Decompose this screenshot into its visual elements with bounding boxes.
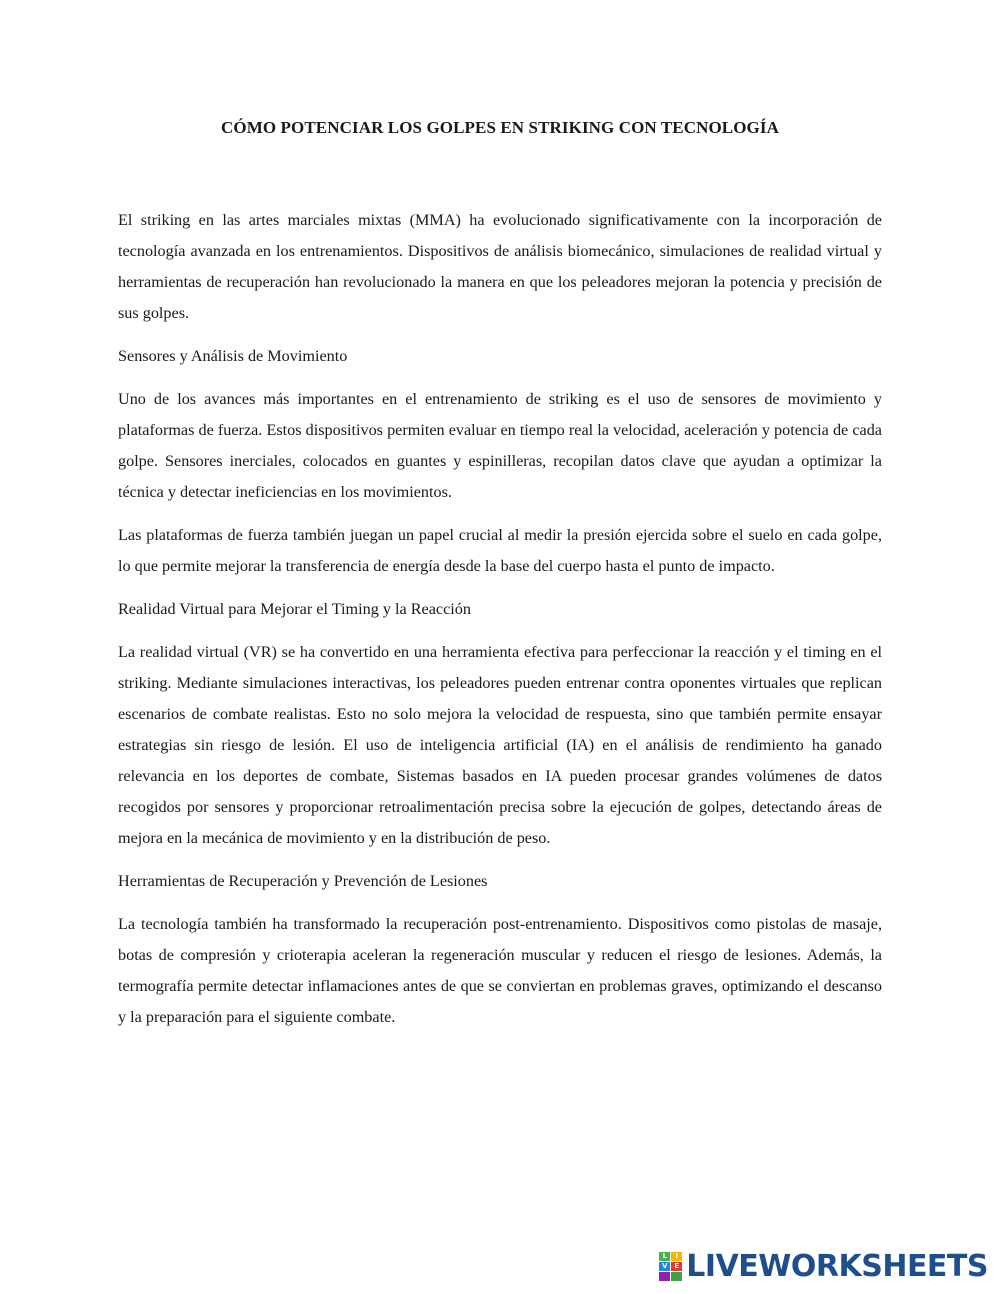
sensores-paragraph-2: Las plataformas de fuerza también juegan un papel crucial al medir la presión ejercida sobre el suelo en cada golpe, lo que permite mejorar la transferencia de energía desde la base del cuerpo hasta el punto de impacto.: [118, 526, 882, 575]
sensores-paragraph-1: Uno de los avances más importantes en el entrenamiento de striking es el uso de sensores de movimiento y plataformas de fuerza. Estos dispositivos permiten evaluar en tiempo real la velocidad, aceleración y potencia de cada golpe. Sensores inerciales, colocados en guantes y espinilleras, recopilan datos clave que ayudan a optimizar la técnica y detectar ineficiencias en los movimientos.: [118, 390, 882, 501]
logo-block-v: V: [659, 1262, 670, 1271]
recuperacion-paragraph: La tecnología también ha transformado la recuperación post-entrenamiento. Dispositivos como pistolas de masaje, botas de compresión y crioterapia aceleran la regeneración muscular y reducen el riesgo de lesiones. Además, la termografía permite detectar inflamaciones antes de que se conviertan en problemas graves, optimizando el descanso y la preparación para el siguiente combate.: [118, 915, 882, 1026]
liveworksheets-logo: [659, 1249, 988, 1284]
section-heading-sensores: Sensores y Análisis de Movimiento: [118, 347, 348, 365]
logo-block-e: E: [671, 1262, 682, 1271]
section-heading-realidad-virtual: Realidad Virtual para Mejorar el Timing y la Reacción: [118, 600, 471, 618]
page-title: CÓMO POTENCIAR LOS GOLPES EN STRIKING CON TECNOLOGÍA: [221, 118, 779, 137]
logo-block-i: I: [671, 1252, 682, 1261]
logo-block-fill-1: [659, 1272, 670, 1281]
logo-text: LIVEWORKSHEETS: [686, 1249, 988, 1284]
document-body: [118, 205, 882, 1045]
logo-block-l: L: [659, 1252, 670, 1261]
section-heading-recuperacion: Herramientas de Recuperación y Prevención de Lesiones: [118, 872, 488, 890]
logo-block-fill-2: [671, 1272, 682, 1281]
realidad-virtual-paragraph: La realidad virtual (VR) se ha convertido en una herramienta efectiva para perfeccionar la reacción y el timing en el striking. Mediante simulaciones interactivas, los peleadores pueden entrenar contra oponentes virtuales que replican escenarios de combate realistas. Esto no solo mejora la velocidad de respuesta, sino que también permite ensayar estrategias sin riesgo de lesión. El uso de inteligencia artificial (IA) en el análisis de rendimiento ha ganado relevancia en los deportes de combate, Sistemas basados en IA pueden procesar grandes volúmenes de datos recogidos por sensores y proporcionar retroalimentación precisa sobre la ejecución de golpes, detectando áreas de mejora en la mecánica de movimiento y en la distribución de peso.: [118, 643, 882, 847]
intro-paragraph: El striking en las artes marciales mixtas (MMA) ha evolucionado significativamente con la incorporación de tecnología avanzada en los entrenamientos. Dispositivos de análisis biomecánico, simulaciones de realidad virtual y herramientas de recuperación han revolucionado la manera en que los peleadores mejoran la potencia y precisión de sus golpes.: [118, 211, 882, 322]
logo-mark-icon: [659, 1252, 682, 1281]
